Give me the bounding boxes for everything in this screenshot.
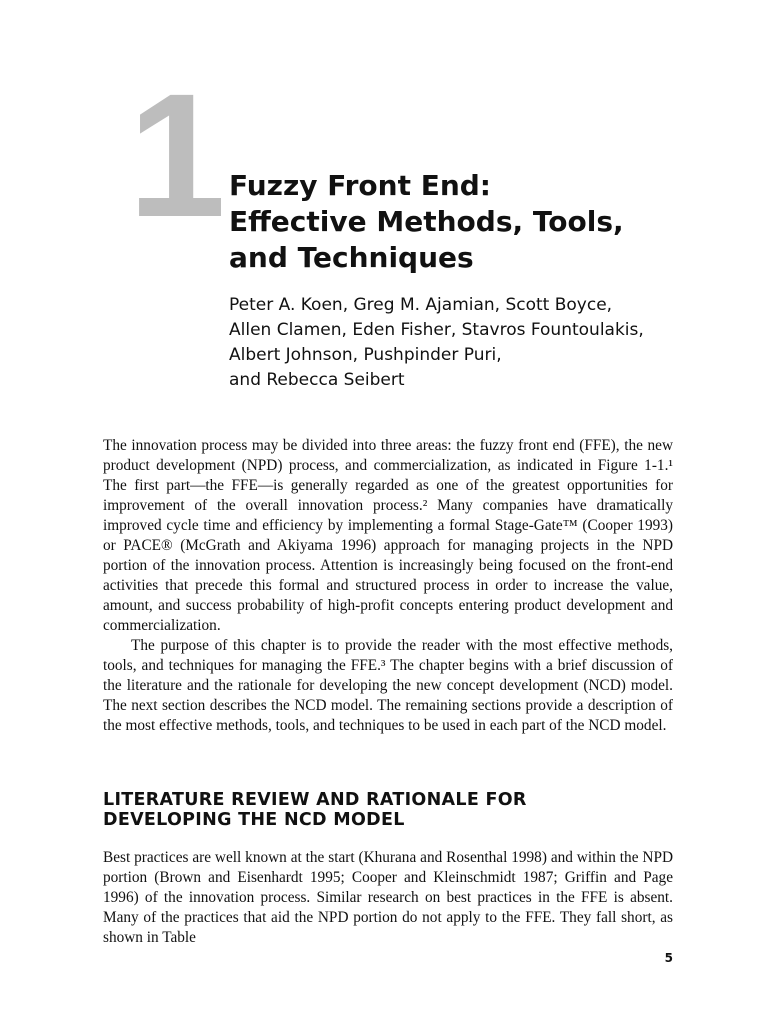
- section-heading-line: DEVELOPING THE NCD MODEL: [103, 810, 405, 830]
- author-line: Peter A. Koen, Greg M. Ajamian, Scott Boyce,: [229, 295, 613, 315]
- intro-text: [103, 436, 673, 736]
- section-heading: [103, 790, 673, 830]
- chapter-title-line: Fuzzy Front End:: [229, 169, 492, 202]
- chapter-authors: [229, 293, 709, 393]
- chapter-title: [229, 168, 729, 276]
- author-line: and Rebecca Seibert: [229, 370, 405, 390]
- author-line: Albert Johnson, Pushpinder Puri,: [229, 345, 502, 365]
- section-heading-line: LITERATURE REVIEW AND RATIONALE FOR: [103, 790, 527, 810]
- body-paragraph: The innovation process may be divided into three areas: the fuzzy front end (FFE), the new product development (NPD) process, and commercialization, as indicated in Figure 1-1.¹ The first part—the FFE—is generally regarded as one of the greatest opportunities for improvement of the overall innovation process.² Many companies have dramatically improved cycle time and efficiency by implementing a formal Stage-Gate™ (Cooper 1993) or PACE® (McGrath and Akiyama 1996) approach for managing projects in the NPD portion of the innovation process. Attention is increasingly being focused on the front-end activities that precede this formal and structured process in order to increase the value, amount, and success probability of high-profit concepts entering product development and commercialization.: [103, 437, 673, 634]
- body-paragraph: Best practices are well known at the start (Khurana and Rosenthal 1998) and within the NPD portion (Brown and Eisenhardt 1995; Cooper and Kleinschmidt 1987; Griffin and Page 1996) of the innovation process. Similar research on best practices in the FFE is absent. Many of the practices that aid the NPD portion do not apply to the FFE. They fall short, as shown in Table: [103, 849, 673, 946]
- body-paragraph: The purpose of this chapter is to provide the reader with the most effective methods, tools, and techniques for managing the FFE.³ The chapter begins with a brief discussion of the literature and the rationale for developing the new concept development (NCD) model. The next section describes the NCD model. The remaining sections provide a description of the most effective methods, tools, and techniques to be used in each part of the NCD model.: [103, 637, 673, 734]
- chapter-title-line: Effective Methods, Tools,: [229, 205, 624, 238]
- section-text: [103, 848, 673, 948]
- author-line: Allen Clamen, Eden Fisher, Stavros Fountoulakis,: [229, 320, 644, 340]
- chapter-number: 1: [128, 58, 222, 254]
- chapter-title-line: and Techniques: [229, 241, 474, 274]
- page-number: 5: [664, 951, 673, 965]
